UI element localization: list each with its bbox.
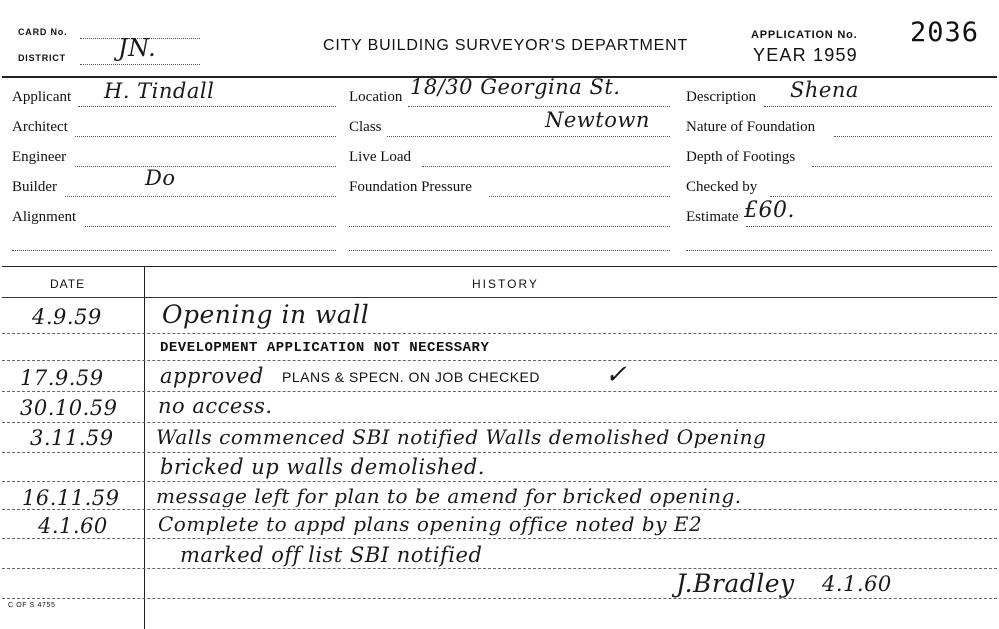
location-label: Location (349, 89, 403, 105)
year-label: YEAR 1959 (753, 45, 858, 65)
nature-line (834, 136, 992, 137)
history-entry: approved (160, 364, 264, 388)
live-load-line (422, 166, 670, 167)
description-line (764, 106, 992, 107)
signature-date: 4.1.60 (822, 572, 892, 596)
history-entry: Complete to appd plans opening office noted by E2 (158, 512, 703, 536)
history-date: 17.9.59 (20, 366, 104, 390)
estimate-value: £60. (744, 198, 795, 223)
row-rule (2, 481, 997, 482)
description-value: Shena (790, 78, 859, 102)
col2-line-5 (349, 226, 670, 227)
history-entry: Walls commenced SBI notified Walls demolished Opening (156, 425, 767, 449)
location-value-line1: 18/30 Georgina St. (410, 75, 621, 99)
history-entry-stamp: DEVELOPMENT APPLICATION NOT NECESSARY (160, 340, 490, 356)
architect-label: Architect (12, 119, 68, 135)
history-entry-stamp: PLANS & SPECN. ON JOB CHECKED (282, 369, 541, 385)
alignment-label: Alignment (12, 209, 77, 225)
history-header-rule (2, 297, 997, 298)
applicant-line (78, 106, 336, 107)
history-date: 16.11.59 (22, 486, 120, 510)
class-line (387, 136, 670, 137)
applicant-value: H. Tindall (104, 79, 215, 103)
location-value-line2: Newtown (545, 108, 650, 132)
card-no-label: CARD No. (18, 27, 68, 37)
date-column-header: DATE (50, 277, 86, 291)
foundation-pressure-label: Foundation Pressure (349, 179, 472, 195)
alignment-line (85, 226, 336, 227)
application-no: 2036 (910, 17, 980, 48)
row-rule (2, 452, 997, 453)
foundation-pressure-line (489, 196, 670, 197)
row-rule (2, 538, 997, 539)
col2-line-6 (349, 250, 670, 251)
signature: J.Bradley (676, 569, 795, 598)
row-rule (2, 360, 997, 361)
class-label: Class (349, 119, 382, 135)
district-line (80, 64, 200, 65)
estimate-line (746, 226, 992, 227)
builder-label: Builder (12, 179, 57, 195)
history-date: 4.9.59 (32, 305, 102, 329)
history-entry: marked off list SBI notified (180, 543, 483, 567)
description-label: Description (686, 89, 756, 105)
history-date: 3.11.59 (30, 426, 114, 450)
location-line (408, 106, 670, 107)
form-code: C OF S 4755 (8, 602, 56, 609)
row-rule (2, 568, 997, 569)
department-title: CITY BUILDING SURVEYOR'S DEPARTMENT (323, 37, 689, 54)
checked-line (770, 196, 992, 197)
builder-line (65, 196, 336, 197)
builder-value: Do (145, 166, 176, 190)
application-no-label: APPLICATION No. (751, 29, 858, 41)
date-column-divider (144, 267, 145, 629)
engineer-line (75, 166, 336, 167)
depth-of-footings-label: Depth of Footings (686, 149, 796, 165)
history-date: 30.10.59 (20, 396, 118, 420)
district-value: JN. (118, 34, 157, 62)
district-label: DISTRICT (18, 53, 66, 63)
live-load-label: Live Load (349, 149, 412, 165)
history-entry: message left for plan to be amend for bricked opening. (156, 484, 742, 508)
nature-of-foundation-label: Nature of Foundation (686, 119, 816, 135)
architect-line (75, 136, 336, 137)
row-rule (2, 391, 997, 392)
history-column-header: HISTORY (472, 277, 539, 291)
checked-by-label: Checked by (686, 179, 758, 195)
row-rule (2, 333, 997, 334)
row-rule (2, 422, 997, 423)
applicant-label: Applicant (12, 89, 72, 105)
depth-line (812, 166, 992, 167)
history-entry: Opening in wall (162, 300, 370, 329)
history-top-rule (2, 266, 997, 267)
check-mark-icon: ✓ (605, 360, 628, 390)
history-entry: bricked up walls demolished. (160, 455, 485, 479)
estimate-label: Estimate (686, 209, 739, 225)
row-rule (2, 598, 997, 599)
row-rule (2, 509, 997, 510)
engineer-label: Engineer (12, 149, 67, 165)
col3-line-6 (686, 250, 992, 251)
history-entry: no access. (158, 394, 273, 418)
history-date: 4.1.60 (38, 514, 108, 538)
alignment-line-2 (12, 250, 336, 251)
